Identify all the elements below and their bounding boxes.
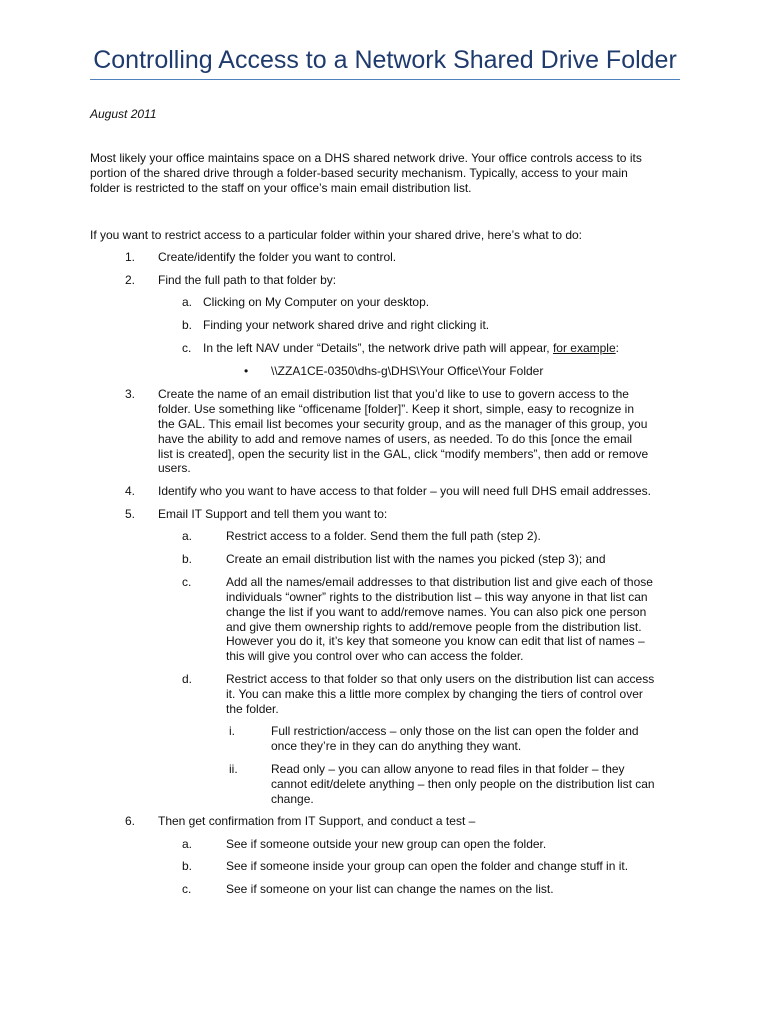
intro-line: portion of the shared drive through a folder-based security mechanism. Typically, access to your main [90,166,628,180]
substep-letter: d. [182,672,193,686]
step-text: Find the full path to that folder by: [158,273,337,287]
substep-line: Add all the names/email addresses to that distribution list and give each of those [226,575,653,589]
network-path-example: \\ZZA1CE-0350\dhs-g\DHS\Your Office\Your Folder [271,364,544,378]
substep-letter: a. [182,837,193,851]
substep-text: See if someone on your list can change the names on the list. [226,882,554,896]
step-number: 6. [125,814,136,828]
bullet-icon: • [244,364,249,378]
step-text: Create/identify the folder you want to control. [158,250,397,264]
substep-letter: c. [182,575,192,589]
substep-line: Restrict access to that folder so that only users on the distribution list can access [226,672,655,686]
tier-line: cannot edit/delete anything – then only people on the distribution list can [271,777,655,791]
substep-text-part: In the left NAV under “Details”, the network drive path will appear, [203,341,553,355]
substep-letter: c. [182,341,192,355]
substep-text: Finding your network shared drive and right clicking it. [203,318,490,332]
intro-line: Most likely your office maintains space on a DHS shared network drive. Your office controls access to its [90,151,642,165]
example-underlined-text: for example [552,341,616,355]
substep-line: and give them ownership rights to add/remove people from the distribution list. [226,620,642,634]
step-line: Create the name of an email distribution list that you’d like to use to govern access to the [158,387,629,401]
step-number: 3. [125,387,136,401]
tier-line: once they’re in they can do anything they want. [271,739,522,753]
step-number: 1. [125,250,136,264]
intro-line: folder is restricted to the staff on your office’s main email distribution list. [90,181,472,195]
step-line: folder. Use something like “officename [folder]”. Keep it short, simple, easy to recognize in [158,402,635,416]
step-line: have the ability to add and remove names of users, as needed. To do this [once the email [158,432,633,446]
step-text: Then get confirmation from IT Support, and conduct a test – [158,814,476,828]
step-text: Email IT Support and tell them you want to: [158,507,388,521]
substep-line: However you do it, it’s key that someone you know can edit that list of names – [226,634,645,648]
page-title: Controlling Access to a Network Shared Drive Folder [93,46,677,74]
substep-text: Create an email distribution list with the names you picked (step 3); and [226,552,606,566]
title-underline [90,79,680,80]
substep-text: See if someone outside your new group can open the folder. [226,837,547,851]
step-number: 4. [125,484,136,498]
substep-text: Restrict access to a folder. Send them the full path (step 2). [226,529,541,543]
step-line: the GAL. This email list becomes your security group, and as the manager of this group, you [158,417,648,431]
substep-line: individuals “owner” rights to the distribution list – this way anyone in that list can [226,590,648,604]
step-number: 5. [125,507,136,521]
substep-line: it. You can make this a little more complex by changing the tiers of control over [226,687,643,701]
step-line: users. [158,461,191,475]
substep-text: See if someone inside your group can open the folder and change stuff in it. [226,859,629,873]
step-number: 2. [125,273,136,287]
substep-letter: b. [182,552,193,566]
tier-line: Read only – you can allow anyone to read files in that folder – they [271,762,625,776]
lead-sentence: If you want to restrict access to a particular folder within your shared drive, here’s what to do: [90,228,583,242]
substep-letter: b. [182,318,193,332]
tier-line: Full restriction/access – only those on the list can open the folder and [271,724,639,738]
step-text: Identify who you want to have access to that folder – you will need full DHS email addresses. [158,484,651,498]
substep-letter: a. [182,295,193,309]
substep-letter: a. [182,529,193,543]
tier-line: change. [271,792,314,806]
substep-text-part: : [615,341,619,355]
substep-text: Clicking on My Computer on your desktop. [203,295,430,309]
document-date: August 2011 [90,107,157,121]
substep-line: the folder. [226,702,279,716]
roman-numeral: i. [229,724,235,738]
substep-letter: c. [182,882,192,896]
substep-letter: b. [182,859,193,873]
step-line: list is created], open the security list in the GAL, click “modify members”, then add or remove [158,447,649,461]
substep-line: this will give you control over who can access the folder. [226,649,524,663]
roman-numeral: ii. [229,762,238,776]
substep-text [203,341,619,356]
substep-line: change the list if you want to add/remove names. You can also pick one person [226,605,647,619]
